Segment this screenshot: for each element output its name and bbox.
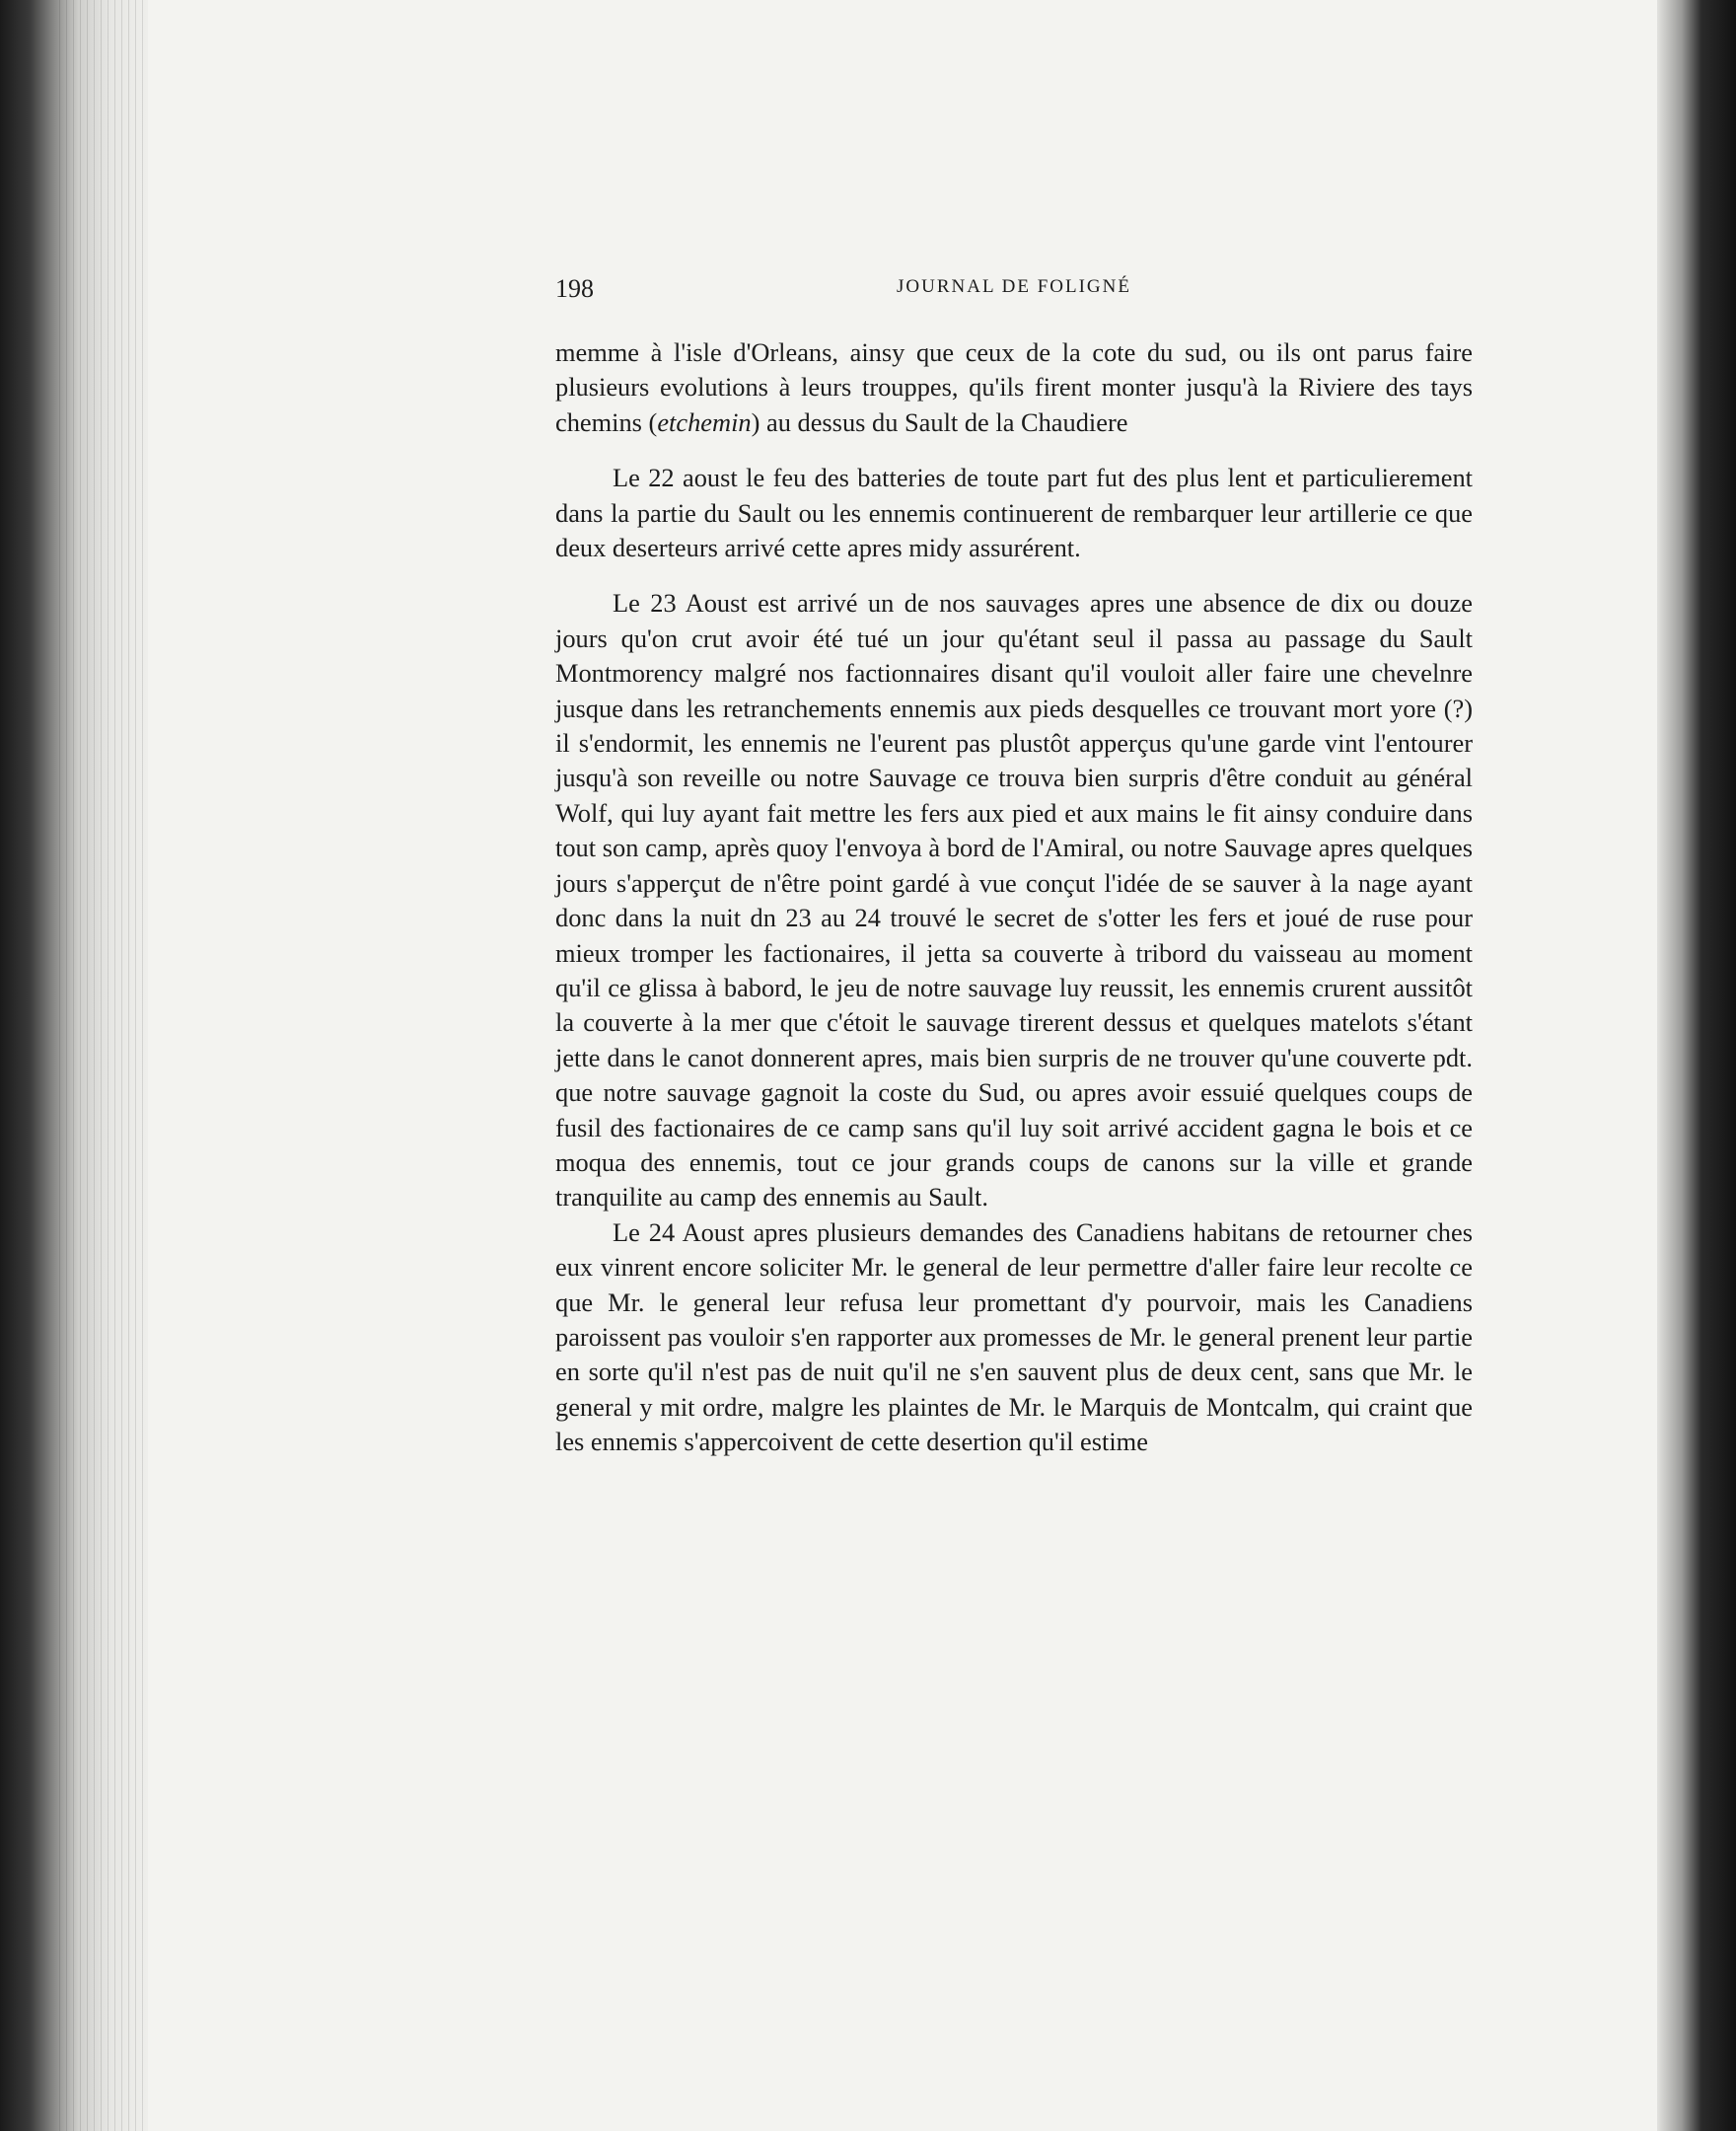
paragraph-3: Le 23 Aoust est arrivé un de nos sauvages apres une absence de dix ou douze jours qu'on crut avoir été tué un jour qu'étant seul il passa au passage du Sault Montmorency malgré nos factionnaires disant qu'il vouloit aller faire une chevelnre jusque dans les retranchements ennemis aux pieds desquelles ce trouvant mort yore (?) il s'endormit, les ennemis ne l'eurent pas plustôt apperçus qu'une garde vint l'entourer jusqu'à son reveille ou notre Sauvage ce trouva bien surpris d'être conduit au général Wolf, qui luy ayant fait mettre les fers aux pied et aux mains le fit ainsy conduire dans tout son camp, après quoy l'envoya à bord de l'Amiral, ou notre Sauvage apres quelques jours s'apperçut de n'être point gardé à vue conçut l'idée de se sauver à la nage ayant donc dans la nuit dn 23 au 24 trouvé le secret de s'otter les fers et joué de ruse pour mieux tromper les factionaires, il jetta sa couverte à tribord du vaisseau au moment qu'il ce glissa à babord, le jeu de notre sauvage luy reussit, les ennemis crurent aussitôt la couverte à la mer que c'étoit le sauvage tirerent dessus et quelques matelots s'étant jette dans le canot donnerent apres, mais bien surpris de ne trouver qu'une couverte pdt. que notre sauvage gagnoit la coste du Sud, ou apres avoir essuié quelques coups de fusil des factionaires de ce camp sans qu'il luy soit arrivé accident gagna le bois et ce moqua des ennemis, tout ce jour grands coups de canons sur la ville et grande tranquilite au camp des ennemis au Sault. — [555, 588, 1473, 1212]
body-text — [555, 335, 1473, 1460]
paragraph-1-text-end: ) au dessus du Sault de la Chaudiere — [751, 406, 1128, 437]
page-number: 198 — [555, 274, 594, 303]
scan-right-edge — [1657, 0, 1736, 2131]
paragraph-4: Le 24 Aoust apres plusieurs demandes des Canadiens habitans de retourner ches eux vinrent encore soliciter Mr. le general de leur permettre d'aller faire leur recolte ce que Mr. le general leur refusa leur promettant d'y pourvoir, mais les Canadiens paroissent pas vouloir s'en rapporter aux promesses de Mr. le general prenent leur partie en sorte qu'il n'est pas de nuit qu'il ne s'en sauvent plus de deux cent, sans que Mr. le general y mit ordre, malgre les plaintes de Mr. le Marquis de Montcalm, qui craint que les ennemis s'appercoivent de cette desertion qu'il estime — [555, 1216, 1473, 1457]
paragraph-1-text: memme à l'isle d'Orleans, ainsy que ceux de la cote du sud, ou ils ont parus faire plusieurs evolutions à leurs trouppes, qu'ils firent monter jusqu'à la Riviere des tays chemins ( — [555, 337, 1473, 437]
paragraph-2: Le 22 aoust le feu des batteries de toute part fut des plus lent et particulierement dans la partie du Sault ou les ennemis continuerent de rembarquer leur artillerie ce que deux deserteurs arrivé cette apres midy assurérent. — [555, 463, 1473, 563]
paragraph-1 — [555, 335, 1473, 440]
running-head — [555, 274, 1473, 304]
page-edges — [59, 0, 148, 2131]
paragraph-1-italic: etchemin — [657, 406, 752, 437]
running-title: JOURNAL DE FOLIGNÉ — [897, 276, 1131, 297]
